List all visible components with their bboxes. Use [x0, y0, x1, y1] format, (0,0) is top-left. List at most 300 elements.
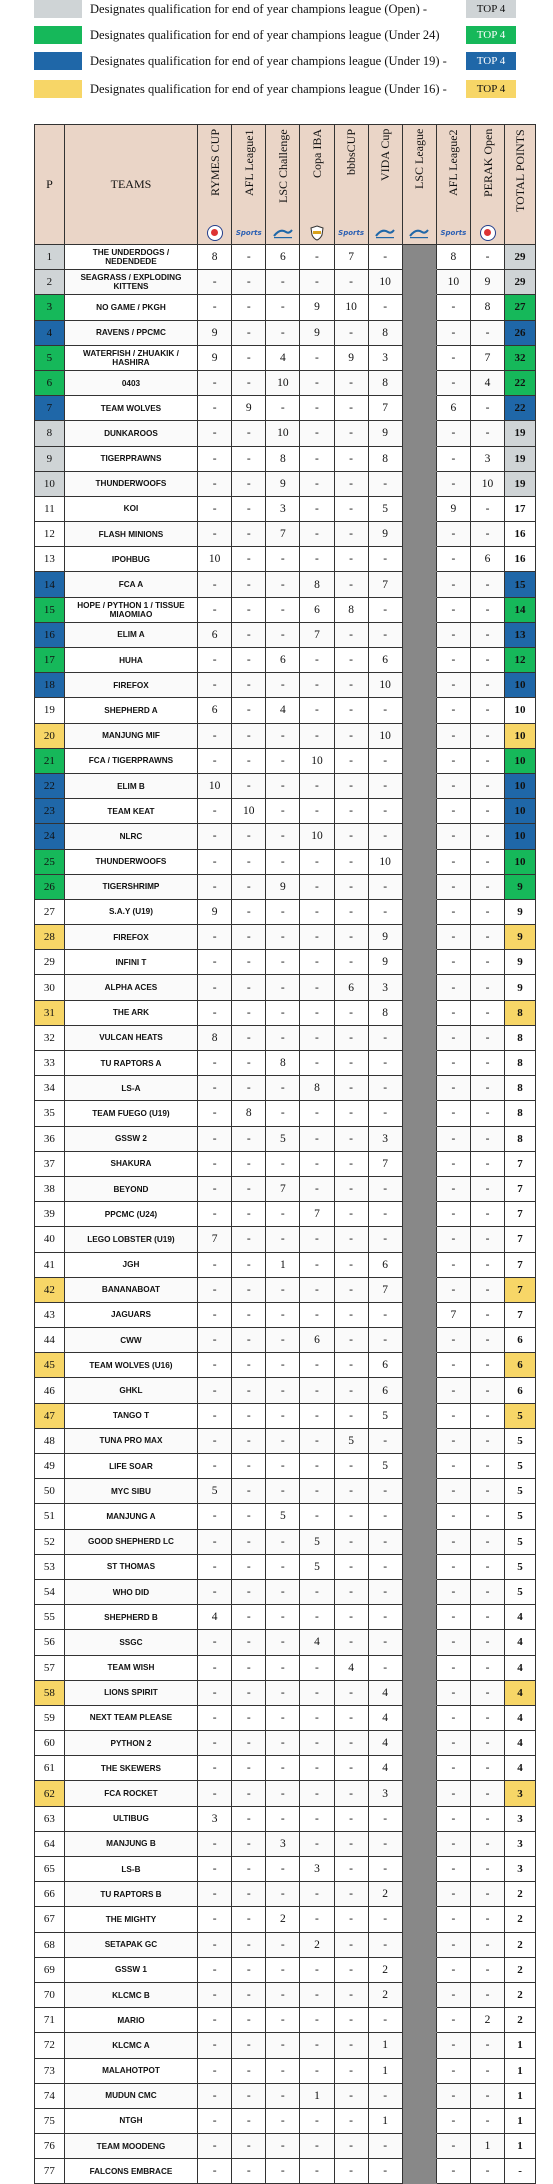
lsc-league-cell [402, 572, 436, 597]
table-row [35, 1101, 536, 1126]
points-cell: - [198, 1655, 232, 1680]
points-cell: - [334, 1202, 368, 1227]
points-cell: - [436, 1126, 470, 1151]
points-cell: - [266, 1403, 300, 1428]
total-points-cell: 13 [505, 622, 536, 647]
rank-cell: 26 [35, 874, 65, 899]
points-cell: - [232, 1176, 266, 1201]
points-cell: - [334, 270, 368, 295]
points-cell: - [368, 1479, 402, 1504]
points-cell: - [436, 622, 470, 647]
points-cell: 9 [334, 345, 368, 370]
points-cell: - [300, 1051, 334, 1076]
points-cell: - [436, 1680, 470, 1705]
table-row [35, 1731, 536, 1756]
points-cell: 9 [470, 270, 504, 295]
points-cell: - [198, 1000, 232, 1025]
points-cell: - [334, 1051, 368, 1076]
points-cell: - [368, 773, 402, 798]
table-row [35, 471, 536, 496]
rank-cell: 58 [35, 1680, 65, 1705]
points-cell: 3 [266, 1831, 300, 1856]
points-cell: - [198, 1378, 232, 1403]
points-cell: - [470, 1378, 504, 1403]
lsc-league-cell [402, 723, 436, 748]
points-cell: - [334, 1680, 368, 1705]
total-points-cell: 5 [505, 1579, 536, 1604]
points-cell: - [198, 874, 232, 899]
points-cell: 4 [470, 370, 504, 395]
points-cell: - [266, 1655, 300, 1680]
team-name: 0403 [64, 370, 197, 395]
points-cell: - [266, 2108, 300, 2133]
rank-cell: 28 [35, 925, 65, 950]
points-cell: - [470, 1882, 504, 1907]
points-cell: - [232, 1605, 266, 1630]
points-cell: - [470, 1831, 504, 1856]
table-row [35, 622, 536, 647]
points-cell: 1 [368, 2108, 402, 2133]
points-cell: 4 [368, 1705, 402, 1730]
total-points-cell: 1 [505, 2033, 536, 2058]
rank-cell: 7 [35, 396, 65, 421]
points-cell: - [334, 1277, 368, 1302]
table-row [35, 1907, 536, 1932]
total-points-cell: 4 [505, 1680, 536, 1705]
total-points-cell: 1 [505, 2108, 536, 2133]
points-cell: - [368, 1227, 402, 1252]
points-cell: - [266, 622, 300, 647]
points-cell: - [266, 824, 300, 849]
points-cell: 8 [368, 320, 402, 345]
points-cell: - [436, 1000, 470, 1025]
points-cell: 2 [368, 1982, 402, 2007]
points-cell: - [198, 925, 232, 950]
points-cell: - [300, 1277, 334, 1302]
team-name: SETAPAK GC [64, 1932, 197, 1957]
lsc-league-cell [402, 824, 436, 849]
points-cell: - [436, 824, 470, 849]
table-row [35, 270, 536, 295]
points-cell: - [436, 648, 470, 673]
team-name: S.A.Y (U19) [64, 899, 197, 924]
points-cell: - [334, 1882, 368, 1907]
rank-cell: 9 [35, 446, 65, 471]
total-points-cell: 10 [505, 849, 536, 874]
lsc-league-cell [402, 2108, 436, 2133]
total-points-cell: 7 [505, 1176, 536, 1201]
rank-cell: 20 [35, 723, 65, 748]
legend-row [0, 0, 553, 26]
team-name: KOI [64, 496, 197, 521]
circle-logo-mark [480, 225, 496, 241]
points-cell: - [198, 2159, 232, 2184]
total-points-cell: 6 [505, 1328, 536, 1353]
rank-cell: 73 [35, 2058, 65, 2083]
points-cell: - [470, 698, 504, 723]
points-cell: - [266, 320, 300, 345]
total-points-cell: 5 [505, 1479, 536, 1504]
points-cell: - [198, 522, 232, 547]
total-points-cell: 27 [505, 295, 536, 320]
table-row [35, 1025, 536, 1050]
points-cell: - [470, 2108, 504, 2133]
rank-cell: 60 [35, 1731, 65, 1756]
table-row [35, 1655, 536, 1680]
points-cell: - [334, 1126, 368, 1151]
points-cell: - [266, 799, 300, 824]
points-cell: - [470, 320, 504, 345]
points-cell: - [300, 1680, 334, 1705]
points-cell: - [300, 471, 334, 496]
table-row [35, 1932, 536, 1957]
total-points-cell: 4 [505, 1655, 536, 1680]
points-cell: - [436, 1731, 470, 1756]
points-cell: 5 [266, 1126, 300, 1151]
points-cell: - [470, 572, 504, 597]
points-cell: 2 [470, 2008, 504, 2033]
lsc-league-cell [402, 320, 436, 345]
points-cell: 7 [198, 1227, 232, 1252]
total-points-cell: 16 [505, 522, 536, 547]
points-cell: - [266, 1025, 300, 1050]
lsc-league-cell [402, 1605, 436, 1630]
team-name: NEXT TEAM PLEASE [64, 1705, 197, 1730]
points-cell: - [470, 1957, 504, 1982]
wave-logo-mark [408, 227, 430, 239]
lsc-league-cell [402, 2058, 436, 2083]
points-cell: - [436, 950, 470, 975]
table-row [35, 1882, 536, 1907]
points-cell: 6 [198, 622, 232, 647]
points-cell: - [334, 1554, 368, 1579]
points-cell: - [436, 1831, 470, 1856]
points-cell: - [232, 245, 266, 270]
team-name: TIGERPRAWNS [64, 446, 197, 471]
points-cell: - [334, 1076, 368, 1101]
points-cell: - [300, 723, 334, 748]
lsc-league-cell [402, 1982, 436, 2007]
points-cell: - [470, 622, 504, 647]
table-row [35, 1227, 536, 1252]
total-points-cell: 10 [505, 824, 536, 849]
team-name: WHO DID [64, 1579, 197, 1604]
table-row [35, 1957, 536, 1982]
rank-cell: 40 [35, 1227, 65, 1252]
points-cell: - [198, 2058, 232, 2083]
table-row [35, 396, 536, 421]
points-cell: - [232, 1529, 266, 1554]
legend-badge: TOP 4 [466, 0, 516, 18]
points-cell: - [334, 849, 368, 874]
points-cell: - [232, 446, 266, 471]
points-cell: - [470, 1630, 504, 1655]
points-cell: - [266, 2008, 300, 2033]
wave-logo [374, 225, 396, 241]
points-cell: - [334, 1252, 368, 1277]
team-name: SHEPHERD A [64, 698, 197, 723]
table-row [35, 673, 536, 698]
rank-cell: 43 [35, 1302, 65, 1327]
rank-cell: 45 [35, 1353, 65, 1378]
points-cell: - [232, 2033, 266, 2058]
team-name: GSSW 2 [64, 1126, 197, 1151]
total-points-cell: 7 [505, 1302, 536, 1327]
points-cell: - [232, 1554, 266, 1579]
table-row [35, 1328, 536, 1353]
points-cell: 9 [368, 421, 402, 446]
points-cell: - [266, 1328, 300, 1353]
points-cell: 6 [266, 648, 300, 673]
points-cell: - [232, 1378, 266, 1403]
team-name: FCA A [64, 572, 197, 597]
total-points-cell: 22 [505, 396, 536, 421]
legend-text: Designates qualification for end of year champions league (Under 24) [90, 28, 440, 42]
points-cell: 9 [368, 522, 402, 547]
lsc-league-cell [402, 1907, 436, 1932]
lsc-league-cell [402, 1504, 436, 1529]
points-cell: - [198, 1277, 232, 1302]
team-name: NTGH [64, 2108, 197, 2133]
points-cell: - [266, 975, 300, 1000]
lsc-league-cell [402, 648, 436, 673]
points-cell: - [436, 2159, 470, 2184]
total-points-cell: 19 [505, 446, 536, 471]
lsc-league-cell [402, 2083, 436, 2108]
lsc-league-cell [402, 245, 436, 270]
total-points-cell: 1 [505, 2058, 536, 2083]
points-cell: - [198, 421, 232, 446]
header-cup [470, 125, 504, 245]
points-cell: - [232, 1781, 266, 1806]
table-row [35, 925, 536, 950]
points-cell: - [368, 295, 402, 320]
points-cell: - [470, 1353, 504, 1378]
points-cell: - [470, 2033, 504, 2058]
points-cell: 6 [368, 1252, 402, 1277]
total-points-cell: 7 [505, 1277, 536, 1302]
table-row [35, 1857, 536, 1882]
legend-swatch [34, 26, 82, 44]
rank-cell: 59 [35, 1705, 65, 1730]
points-cell: 4 [368, 1680, 402, 1705]
points-cell: - [368, 1630, 402, 1655]
wave-logo [408, 225, 430, 241]
table-row [35, 1579, 536, 1604]
points-cell: - [300, 1479, 334, 1504]
wave-logo-mark [374, 227, 396, 239]
total-points-cell: 8 [505, 1051, 536, 1076]
lsc-league-cell [402, 2033, 436, 2058]
rank-cell: 70 [35, 1982, 65, 2007]
points-cell: - [198, 1957, 232, 1982]
rank-cell: 49 [35, 1454, 65, 1479]
points-cell: - [470, 1504, 504, 1529]
rank-cell: 24 [35, 824, 65, 849]
lsc-league-cell [402, 1781, 436, 1806]
points-cell: - [436, 698, 470, 723]
team-name: THUNDERWOOFS [64, 471, 197, 496]
points-cell: - [232, 748, 266, 773]
total-points-cell: 17 [505, 496, 536, 521]
points-cell: - [300, 345, 334, 370]
lsc-league-cell [402, 2008, 436, 2033]
points-cell: 6 [334, 975, 368, 1000]
table-row [35, 2083, 536, 2108]
total-points-cell: 2 [505, 1957, 536, 1982]
points-cell: 10 [300, 748, 334, 773]
points-cell: - [470, 975, 504, 1000]
points-cell: 10 [368, 270, 402, 295]
points-cell: - [470, 1705, 504, 1730]
points-cell: - [470, 1806, 504, 1831]
points-cell: - [470, 1932, 504, 1957]
points-cell: - [198, 572, 232, 597]
table-row [35, 320, 536, 345]
points-cell: - [198, 1051, 232, 1076]
points-cell: - [300, 1756, 334, 1781]
points-cell: - [436, 345, 470, 370]
rank-cell: 30 [35, 975, 65, 1000]
points-cell: - [300, 673, 334, 698]
points-cell: - [470, 421, 504, 446]
points-cell: 2 [368, 1882, 402, 1907]
points-cell: - [300, 1378, 334, 1403]
points-cell: 8 [368, 370, 402, 395]
points-cell: - [334, 1353, 368, 1378]
total-points-cell: 8 [505, 1025, 536, 1050]
rank-cell: 35 [35, 1101, 65, 1126]
points-cell: - [198, 1302, 232, 1327]
points-cell: - [334, 773, 368, 798]
points-cell: - [266, 2058, 300, 2083]
points-cell: - [266, 1479, 300, 1504]
points-cell: - [368, 1529, 402, 1554]
points-cell: - [300, 1353, 334, 1378]
points-cell: 9 [300, 320, 334, 345]
table-row [35, 773, 536, 798]
points-cell: - [232, 1579, 266, 1604]
points-cell: - [266, 1957, 300, 1982]
points-cell: - [334, 1806, 368, 1831]
total-points-cell: 3 [505, 1781, 536, 1806]
points-cell: - [368, 1428, 402, 1453]
points-cell: - [436, 1101, 470, 1126]
points-cell: - [334, 1957, 368, 1982]
team-name: INFINI T [64, 950, 197, 975]
rank-cell: 72 [35, 2033, 65, 2058]
points-cell: - [470, 1605, 504, 1630]
points-cell: - [198, 2008, 232, 2033]
header-cup [232, 125, 266, 245]
points-cell: 8 [300, 572, 334, 597]
points-cell: - [266, 1705, 300, 1730]
points-cell: - [470, 597, 504, 622]
points-cell: - [300, 849, 334, 874]
points-cell: 8 [334, 597, 368, 622]
points-cell: - [300, 698, 334, 723]
points-cell: - [300, 1579, 334, 1604]
points-cell: - [368, 1302, 402, 1327]
points-cell: - [334, 1705, 368, 1730]
points-cell: 4 [198, 1605, 232, 1630]
points-cell: - [436, 1151, 470, 1176]
points-cell: - [470, 1781, 504, 1806]
points-cell: 6 [368, 1353, 402, 1378]
points-cell: - [334, 1982, 368, 2007]
total-points-cell: 5 [505, 1504, 536, 1529]
points-cell: - [470, 849, 504, 874]
total-points-cell: 6 [505, 1378, 536, 1403]
points-cell: - [334, 421, 368, 446]
points-cell: - [368, 2083, 402, 2108]
total-points-cell: 5 [505, 1554, 536, 1579]
total-points-cell: 8 [505, 1126, 536, 1151]
points-cell: - [470, 1000, 504, 1025]
wave-logo-mark [272, 227, 294, 239]
table-row [35, 2008, 536, 2033]
points-cell: - [198, 849, 232, 874]
points-cell: - [334, 547, 368, 572]
points-cell: - [470, 874, 504, 899]
rank-cell: 46 [35, 1378, 65, 1403]
rank-cell: 68 [35, 1932, 65, 1957]
lsc-league-cell [402, 1176, 436, 1201]
rank-cell: 76 [35, 2134, 65, 2159]
points-cell: 1 [470, 2134, 504, 2159]
rank-cell: 16 [35, 622, 65, 647]
points-cell: - [470, 1126, 504, 1151]
points-cell: - [334, 899, 368, 924]
team-name: TU RAPTORS B [64, 1882, 197, 1907]
lsc-league-cell [402, 1302, 436, 1327]
points-cell: - [266, 2083, 300, 2108]
points-cell: 9 [198, 345, 232, 370]
points-cell: - [334, 1328, 368, 1353]
rank-cell: 65 [35, 1857, 65, 1882]
total-points-cell: 4 [505, 1756, 536, 1781]
standings-table [34, 124, 536, 2184]
total-points-cell: 19 [505, 421, 536, 446]
lsc-league-cell [402, 1479, 436, 1504]
rank-cell: 32 [35, 1025, 65, 1050]
points-cell: - [300, 522, 334, 547]
total-points-cell: 16 [505, 547, 536, 572]
points-cell: - [300, 950, 334, 975]
points-cell: - [334, 1302, 368, 1327]
points-cell: - [436, 1932, 470, 1957]
points-cell: - [334, 1000, 368, 1025]
points-cell: - [232, 824, 266, 849]
points-cell: 7 [266, 1176, 300, 1201]
rank-cell: 10 [35, 471, 65, 496]
points-cell: - [470, 1302, 504, 1327]
total-points-cell: 26 [505, 320, 536, 345]
lsc-league-cell [402, 975, 436, 1000]
points-cell: - [266, 748, 300, 773]
points-cell: - [436, 1882, 470, 1907]
lsc-league-cell [402, 1756, 436, 1781]
points-cell: - [368, 824, 402, 849]
points-cell: - [300, 2159, 334, 2184]
lsc-league-cell [402, 1882, 436, 1907]
points-cell: - [334, 673, 368, 698]
table-row [35, 1781, 536, 1806]
points-cell: - [368, 1328, 402, 1353]
points-cell: - [232, 925, 266, 950]
rank-cell: 62 [35, 1781, 65, 1806]
team-name: MANJUNG B [64, 1831, 197, 1856]
